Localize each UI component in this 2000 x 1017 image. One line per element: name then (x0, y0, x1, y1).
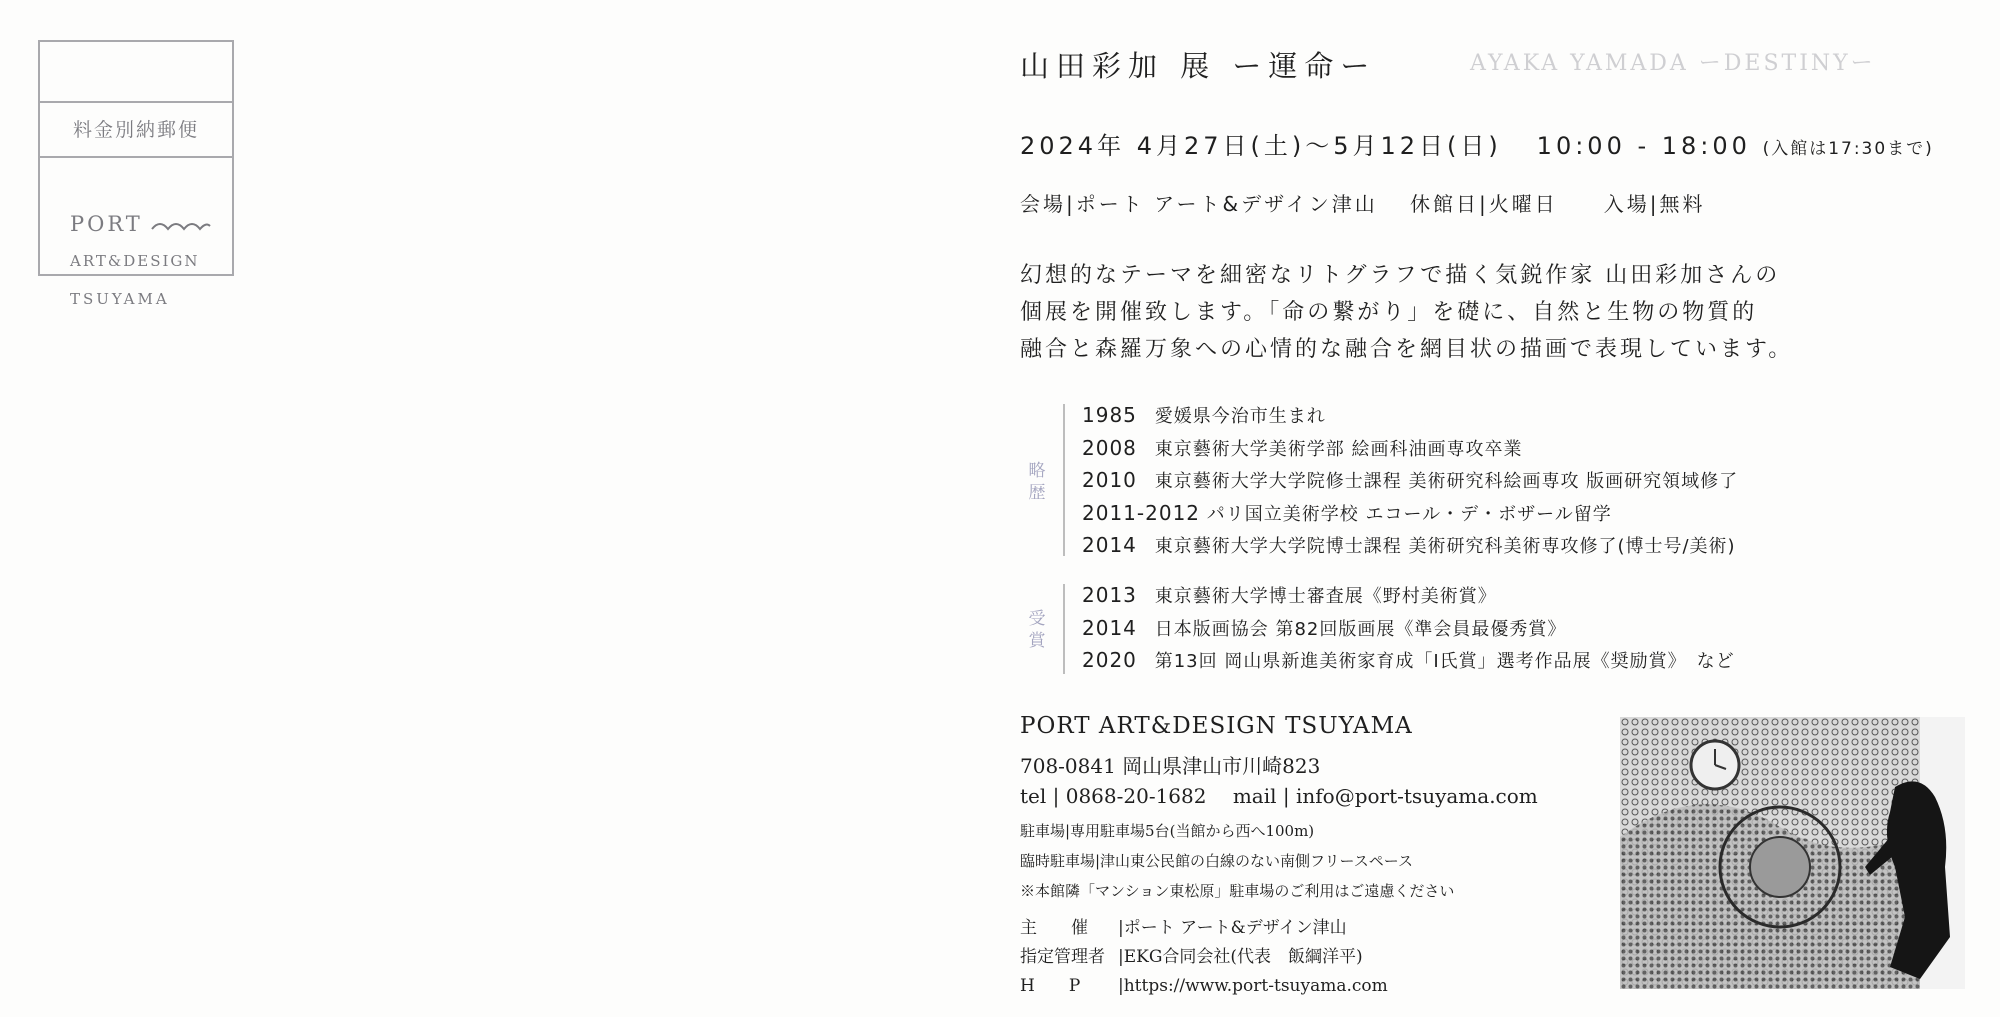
biography-list (1082, 400, 1738, 563)
stamp-art-design-text: ART&DESIGN (70, 252, 200, 270)
list-item: 2013 東京藝術大学博士審査展《野村美術賞》 (1082, 583, 1497, 607)
list-item: 1985 愛媛県今治市生まれ (1082, 403, 1326, 427)
parking-note: 駐車場|専用駐車場5台(当館から西へ100m) (1020, 822, 1315, 840)
exhibition-dates (1020, 126, 1934, 161)
description-line: 融合と森羅万象への心情的な融合を網目状の描画で表現しています。 (1020, 337, 1794, 362)
description-line: 幻想的なテーマを細密なリトグラフで描く気鋭作家 山田彩加さんの (1020, 263, 1781, 288)
venue-info: 会場|ポート アート&デザイン津山 休館日|火曜日 入場|無料 (1020, 192, 1706, 216)
temporary-parking-note: 臨時駐車場|津山東公民館の白線のない南側フリースペース (1020, 852, 1413, 870)
list-item: 2011-2012 パリ国立美術学校 エコール・デ・ボザール留学 (1082, 500, 1612, 525)
divider (40, 156, 232, 158)
biography-label: 略歴 (1028, 461, 1046, 503)
date-range: 2024年 4月27日(土)〜5月12日(日) (1020, 132, 1502, 160)
postage-label: 料金別納郵便 (72, 119, 199, 141)
awards-list (1082, 580, 1735, 678)
tel-mail: tel | 0868-20-1682 mail | info@port-tsuyama.com (1020, 784, 1538, 808)
parking-warning: ※本館隣「マンション東松原」駐車場のご利用はご遠慮ください (1020, 882, 1455, 900)
address: 708-0841 岡山県津山市川崎823 (1020, 754, 1321, 778)
list-item: 2020 第13回 岡山県新進美術家育成「I氏賞」選考作品展《奨励賞》 など (1082, 648, 1735, 672)
opening-hours: 10:00 - 18:00 (1536, 132, 1751, 160)
wave-logo-icon (150, 216, 212, 234)
biography-bar (1063, 404, 1065, 556)
awards-label: 受賞 (1028, 609, 1046, 651)
stamp-port-text: PORT (70, 212, 143, 236)
credit-manager: 指定管理者 |EKG合同会社(代表 飯綱洋平) (1020, 947, 1363, 967)
list-item: 2014 東京藝術大学大学院博士課程 美術研究科美術専攻修了(博士号/美術) (1082, 533, 1736, 557)
exhibition-title-english: AYAKA YAMADA ーDESTINYー (1470, 51, 1876, 76)
awards-bar (1063, 584, 1065, 674)
postage-stamp-box (38, 40, 234, 308)
artist-working-photo (1620, 717, 1965, 989)
description-line: 個展を開催致します。「命の繋がり」を礎に、自然と生物の物質的 (1020, 300, 1758, 325)
list-item: 2014 日本版画協会 第82回版画展《準会員最優秀賞》 (1082, 615, 1567, 640)
artwork-image (1620, 717, 1965, 989)
divider (40, 101, 232, 103)
credit-homepage: H P |https://www.port-tsuyama.com (1020, 976, 1388, 996)
entry-note: (入館は17:30まで) (1762, 139, 1934, 159)
list-item: 2008 東京藝術大学美術学部 絵画科油画専攻卒業 (1082, 435, 1523, 460)
stamp-tsuyama-text: TSUYAMA (70, 290, 170, 308)
organization-name: PORT ART&DESIGN TSUYAMA (1020, 713, 1413, 739)
description (1020, 257, 1960, 368)
exhibition-title: 山田彩加 展 ー運命ー (1020, 49, 1377, 83)
credit-organizer: 主 催 |ポート アート&デザイン津山 (1020, 918, 1347, 938)
list-item: 2010 東京藝術大学大学院修士課程 美術研究科絵画専攻 版画研究領域修了 (1082, 468, 1739, 492)
